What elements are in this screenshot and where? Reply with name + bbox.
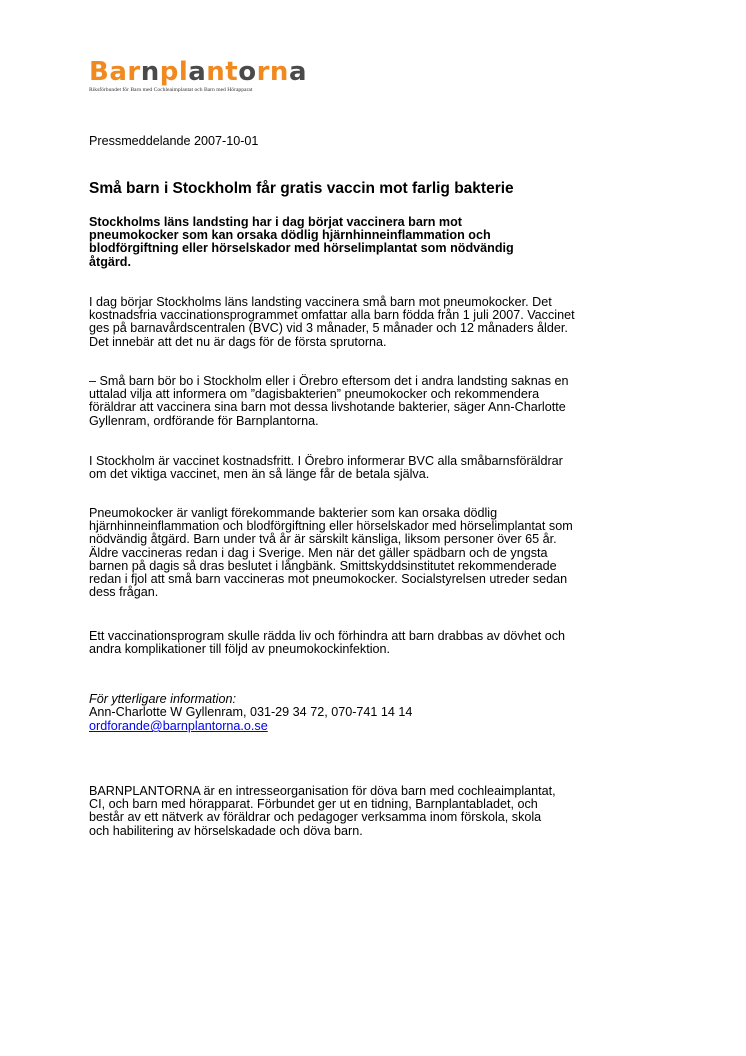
paragraph-5: Ett vaccinationsprogram skulle rädda liv och förhindra att barn drabbas av dövhet och andra komplikationer till följd av pneumokockinfektion. — [89, 629, 566, 657]
paragraph-1: I dag börjar Stockholms läns landsting vaccinera små barn mot pneumokocker. Det kostnadsfria vaccinationsprogrammet omfattar alla barn födda från 1 juli 2007. Vaccinet ges på barnavårdscentralen (BVC) vid 3 månader, 5 månader och 12 månaders ålder. Det innebär att det nu är dags för de första sprutorna. — [89, 295, 575, 349]
info-label: För ytterligare information: — [89, 692, 236, 706]
paragraph-4: Pneumokocker är vanligt förekommande bakterier som kan orsaka dödlig hjärnhinneinflammation och blodförgiftning eller hörselskador med hörselimplantat som nödvändig åtgärd. Barn under två år är särskilt känsliga, liksom personer över 65 år. Äldre vaccineras redan i dag i Sverige. Men när det gäller spädbarn och de yngsta barnen på dagis så dras beslutet i långbänk. Smittskyddsinstitutet rekommenderade redan i fjol att små barn vaccineras mot pneumokocker. Socialstyrelsen utreder sedan dess frågan. — [89, 506, 573, 600]
headline: Små barn i Stockholm får gratis vaccin mot farlig bakterie — [89, 180, 514, 197]
paragraph-3: I Stockholm är vaccinet kostnadsfritt. I Örebro informerar BVC alla småbarnsföräldrar om det viktiga vaccinet, men än så länge får de betala själva. — [89, 454, 563, 482]
email-link[interactable]: ordforande@barnplantorna.o.se — [89, 719, 268, 733]
contact-line: Ann-Charlotte W Gyllenram, 031-29 34 72, 070-741 14 14 — [89, 705, 413, 719]
press-release-date: Pressmeddelande 2007-10-01 — [89, 134, 259, 148]
logo-wordmark: Barnplantorna — [89, 57, 307, 87]
lead-paragraph: Stockholms läns landsting har i dag börjat vaccinera barn mot pneumokocker som kan orsaka dödlig hjärnhinneinflammation och blodförgiftning eller hörselskador med hörselimplantat som nödvändig åtgärd. — [89, 215, 514, 269]
logo — [89, 58, 389, 93]
about-paragraph: BARNPLANTORNA är en intresseorganisation för döva barn med cochleaimplantat, CI, och barn med hörapparat. Förbundet ger ut en tidning, Barnplantabladet, och består av ett nätverk av föräldrar och pedagoger verksamma inom förskola, skola och habilitering av hörselskadade och döva barn. — [89, 784, 556, 838]
logo-subtitle: Riksförbundet för Barn med Cochleaimplantat och Barn med Hörapparat — [89, 87, 253, 93]
paragraph-2: – Små barn bör bo i Stockholm eller i Örebro eftersom det i andra landsting saknas en uttalad vilja att informera om ”dagisbakterien” pneumokocker och rekommendera föräldrar att vaccinera sina barn mot dessa livshotande bakterier, säger Ann-Charlotte Gyllenram, ordförande för Barnplantorna. — [89, 374, 569, 428]
